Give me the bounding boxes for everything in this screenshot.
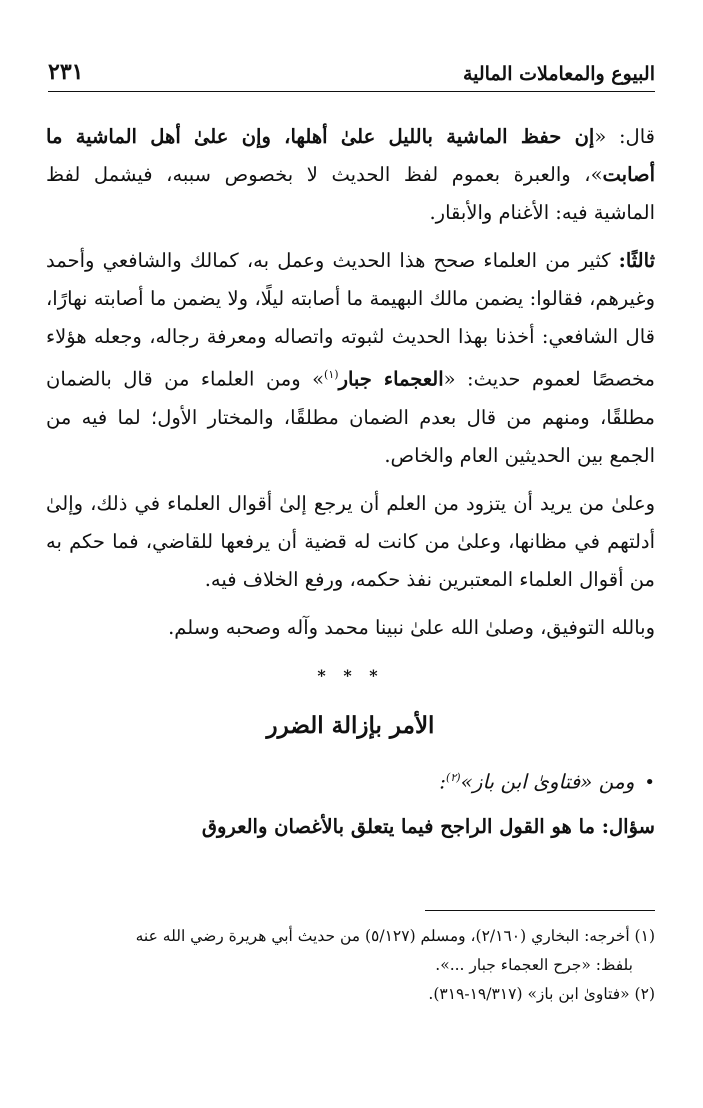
question-text: ما هو القول الراجح فيما يتعلق بالأغصان والعروق <box>201 815 602 839</box>
running-header <box>48 52 655 92</box>
footnote-divider <box>425 910 655 911</box>
footnote-ref-1[interactable]: (١) <box>324 368 339 381</box>
paragraph-3: وعلىٰ من يريد أن يتزود من العلم أن يرجع إلىٰ أقوال العلماء في ذلك، وإلىٰ أدلتهم في مظانها، وعلىٰ من كانت له قضية أن يرفعها للقاضي، فما حكم به من أقوال العلماء المعتبرين نفذ حكمه، ورفع الخلاف فيه. <box>46 491 655 591</box>
paragraph-1 <box>46 118 655 232</box>
section-heading: الأمر بإزالة الضرر <box>266 711 435 739</box>
question-line <box>46 808 655 846</box>
page-number: ٢٣١ <box>48 59 84 85</box>
footnotes <box>48 922 655 1009</box>
question-label: سؤال: <box>601 815 655 839</box>
bullet-icon: • <box>644 772 655 794</box>
paragraph-4: وبالله التوفيق، وصلىٰ الله علىٰ نبينا محمد وآله وصحبه وسلم. <box>168 615 655 639</box>
footnote-1-line-2: بلفظ: «جرح العجماء جبار ...». <box>435 956 633 974</box>
p2-hadith-quote: العجماء جبار <box>338 367 444 391</box>
p2-text-1: كثير من العلماء صحح هذا الحديث وعمل به، كمالك والشافعي وأحمد وغيرهم، فقالوا: يضمن مالك البهيمة ما أصابته ليلًا، ولا يضمن ما أصابته نهارًا، قال الشافعي: أخذنا بهذا الحديث لثبوته واتصاله ومعرفة رجاله، وجعله هؤلاء مخصصًا لعموم حديث: « <box>46 249 655 391</box>
fatwa-source-line <box>46 759 655 803</box>
p1-rest: »، والعبرة بعموم لفظ الحديث لا بخصوص سببه، فيشمل لفظ الماشية فيه: الأغنام والأبقار. <box>46 163 655 224</box>
p2-label: ثالثًا: <box>618 249 655 272</box>
p1-hadith-quote: إن حفظ الماشية بالليل علىٰ أهلها، وإن علىٰ أهل الماشية ما أصابت <box>46 125 655 186</box>
p1-lead: قال: « <box>594 125 655 148</box>
footnote-2: (٢) «فتاوىٰ ابن باز» (١٩/٣١٧-٣١٩). <box>428 985 655 1003</box>
fatwa-source: ومن «فتاوىٰ ابن باز» <box>460 769 635 794</box>
paragraph-2 <box>46 242 655 475</box>
p2-text-2: » ومن العلماء من قال بالضمان مطلقًا، ومنهم من قال بعدم الضمان مطلقًا، والمختار الأول؛ لما فيه من الجمع بين الحديثين العام والخاص. <box>46 367 655 467</box>
running-title: البيوع والمعاملات المالية <box>462 63 655 85</box>
footnote-ref-2[interactable]: (٢) <box>446 770 461 784</box>
main-text <box>46 118 655 846</box>
section-separator: * * * <box>317 665 384 685</box>
footnote-1-line-1: (١) أخرجه: البخاري (٢/١٦٠)، ومسلم (٥/١٢٧) من حديث أبي هريرة رضي الله عنه <box>135 927 655 945</box>
fatwa-source-colon: : <box>439 769 447 794</box>
